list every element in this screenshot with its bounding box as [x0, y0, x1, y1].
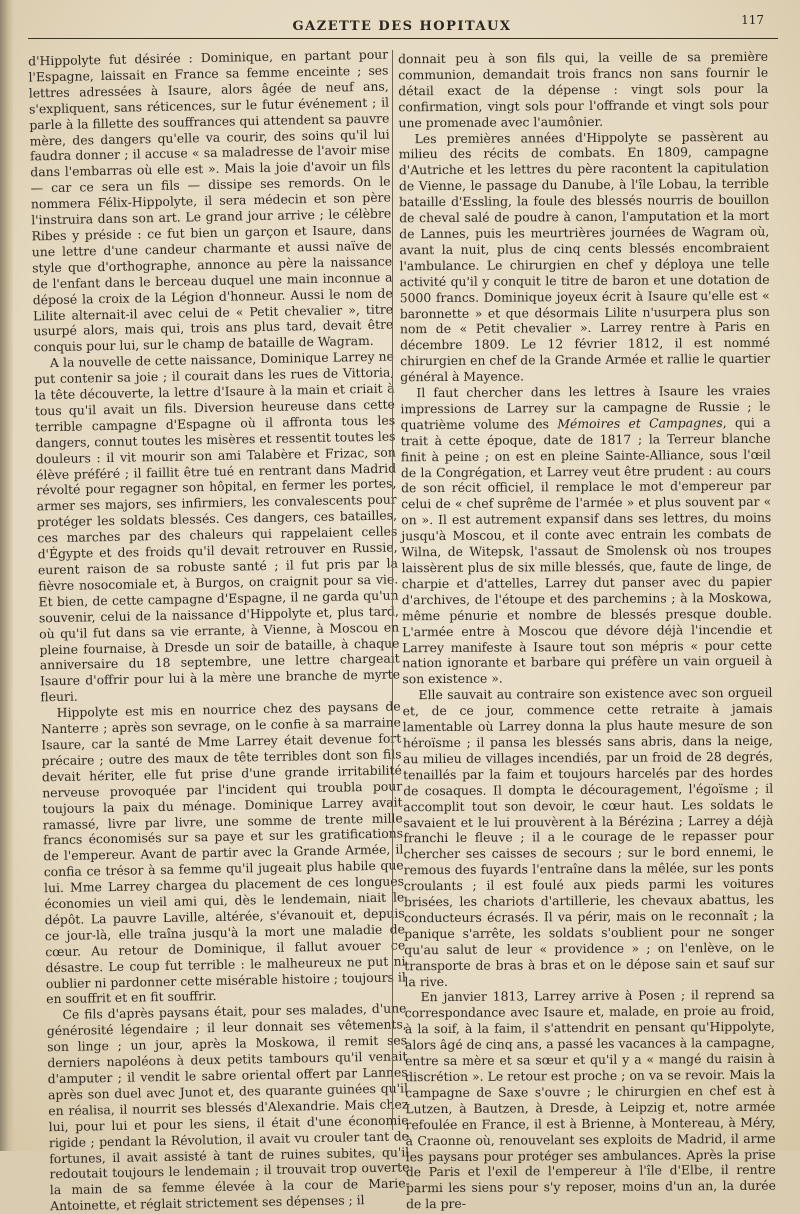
paragraph-text: Il faut chercher dans les lettres à Isaure les vraies impressions de Larrey sur la campagne de Russie ; le quatrième volume des — [400, 382, 771, 433]
paragraph: d'Hippolyte fut désirée : Dominique, en partant pour l'Espagne, laissait en France sa femme enceinte ; ses lettres adressées à Isaure, alors âgée de neuf ans, s'expliquent, sans réticences, sur le futur événement ; il parle à la fillette des souffrances qui attendent sa pauvre mère, des dangers qu'elle va courir, des soins qu'il lui faudra donner ; il accuse « sa maladresse de l'avoir mise dans l'embarras où elle est ». Mais la joie d'avoir un fils — car ce sera un fils — dissipe ses remords. On le nommera Félix-Hippolyte, il sera médecin et son père l'instruira dans son art. Le grand jour arrive ; le célèbre Ribes y préside : ce fut bien un garçon et Isaure, dans une lettre d'une candeur charmante et aussi naïve de style que d'orthographe, annonce au père la naissance de l'enfant dans le berceau duquel une main inconnue a déposé la croix de la Légion d'honneur. Aussi le nom de Lilite alternait-il avec celui de « Petit chevalier », titre usurpé alors, mais qui, trois ans plus tard, devait être conquis pour lui, sur le champ de bataille de Wagram. — [28, 46, 394, 355]
paragraph: Les premières années d'Hippolyte se passèrent au milieu des récits de combats. En 1809, campagne d'Autriche et les lettres du père racontent la capitulation de Vienne, le passage du Danube, à l'île Lobau, la terrible bataille d'Essling, la foule des blessés nourris de bouillon de cheval salé de poudre à canon, l'amputation et la mort de Lannes, puis les meurtrières journées de Wagram où, avant la nuit, plus de cinq cents blessés encombraient l'ambulance. Le chirurgien en chef y déploya une telle activité qu'il y conquit le titre de baron et une dotation de 5000 francs. Dominique joyeux écrit à Isaure qu'elle est « baronnette » et que désormais Lilite n'usurpera plus son nom de « Petit chevalier ». Larrey rentre à Paris en décembre 1809. Le 12 février 1812, il est nommé chirurgien en chef de la Grande Armée et rallie le quartier général à Mayence. — [398, 128, 771, 385]
paragraph: En janvier 1813, Larrey arrive à Posen ; il reprend sa correspondance avec Isaure et, malade, en proie au froid, à la soif, à la faim, il s'attendrit en pensant qu'Hippolyte, alors âgé de cinq ans, a passé les vacances à la campagne, entre sa mère et sa sœur et qu'il y a « mangé du raisin à discrétion ». Le retour est proche ; on va se revoir. Mais la campagne de Saxe s'ouvre ; le chirurgien en chef est à Lutzen, à Bautzen, à Dresde, à Leipzig et, notre armée refoulée en France, il est à Brienne, à Montereau, à Méry, à Craonne où, renouvelant ses exploits de Madrid, il arme les paysans pour protéger ses ambulances. Après la prise de Paris et l'exil de l'empereur à l'île d'Elbe, il rentre parmi les siens pour s'y reposer, moins d'un an, la durée de la pre- — [404, 987, 776, 1212]
page-number: 117 — [741, 13, 764, 27]
page-binding-shadow — [0, 0, 14, 1151]
paragraph: A la nouvelle de cette naissance, Dominique Larrey ne put contenir sa joie ; il courait dans les rues de Vittoria, la tête découverte, la lettre d'Isaure à la main et criait à tous qu'il avait un fils. Diversion heureuse dans cette terrible campagne d'Espagne où il affronta tous les dangers, connut toutes les misères et ressentit toutes les douleurs : il vit mourir son ami Talabère et Frizac, son élève préféré ; il faillit être tué en rentrant dans Madrid révolté pour regagner son hôpital, en fermer les portes, armer ses majors, ses infirmiers, les convalescents pour protéger les soldats blessés. Ces dangers, ces batailles, ces marches par des chaleurs qui rappelaient celles d'Égypte et des froids qu'il devait retrouver en Russie, eurent raison de sa robuste santé ; il fut pris par la fièvre nosocomiale et, à Burgos, on craignit pour sa vie. Et bien, de cette campagne d'Espagne, il ne garda qu'un souvenir, celui de la naissance d'Hippolyte et, plus tard, où qu'il fut dans sa vie errante, à Vienne, à Moscou en pleine fournaise, à Dresde un soir de bataille, à chaque anniversaire du 18 septembre, une lettre chargeait Isaure d'offrir pour lui à la mère une branche de myrte fleuri. — [34, 348, 401, 705]
paragraph-text: , qui a trait à cette époque, date de 1817 ; la Terreur blanche finit à peine ; on est en pleine Sainte-Alliance, sous l'œil de la Congrégation, et Larrey veut être prudent : au cours de son récit officiel, il remplace le mot d'empereur par celui de « chef suprême de l'armée » et plus souvent par « on ». Il est autrement expansif dans ses lettres, du moins jusqu'à Moscou, et il conte avec entrain les combats de Wilna, de Witepsk, l'assaut de Smolensk où nos troupes laissèrent plus de six mille blessés, que, faute de linge, de charpie et d'attelles, Larrey dut panser avec du papier d'archives, de l'étoupe et des parchemins ; à la Moskowa, même pénurie et nombre de blessés presque double. L'armée entre à Moscou que dévore déjà l'incendie et Larrey manifeste à Isaure tout son mépris « pour cette nation ignorante et barbare qui préfère un vain orgueil à son existence ». — [400, 414, 773, 687]
paragraph: Elle sauvait au contraire son existence avec son orgueil et, de ce jour, commence cette retraite à jamais lamentable où Larrey donna la plus haute mesure de son héroïsme ; il pansa les blessés sans abris, dans la neige, au milieu de villages incendiés, par un froid de 28 degrés, tenaillés par la faim et toujours harcelés par des hordes de cosaques. Il dompta le découragement, l'égoïsme ; il accomplit tout son devoir, le cœur haut. Les soldats le savaient et le lui prouvèrent à la Bérézina ; Larrey a déjà franchi le fleuve ; il a le courage de le repasser pour chercher ses caisses de secours ; sur le bord ennemi, le remous des fuyards l'entraîne dans la mêlée, sur les ponts croulants ; il est foulé aux pieds parmi les voitures brisées, les chariots d'artillerie, les chevaux abattus, les conducteurs écrasés. Il va périr, mais on le reconnaît ; la panique s'arrête, les soldats s'oublient pour ne songer qu'au salut de leur « providence » ; on l'enlève, on le transporte de bras à bras et on le dépose sain et sauf sur la rive. — [402, 684, 775, 989]
left-column — [28, 46, 410, 1214]
paragraph — [400, 383, 772, 688]
header-rule — [28, 38, 778, 39]
paragraph: Hippolyte est mis en nourrice chez des paysans de Nanterre ; après son sevrage, on le confie à sa marraine Isaure, car la santé de Mme Larrey était devenue fort précaire ; outre des maux de tête terribles dont son fils devait hériter, elle fut prise d'une grande irritabilité nerveuse provoquée par l'incident qui troubla pour toujours la paix du ménage. Dominique Larrey avait ramassé, livre par livre, une somme de trente mille francs économisés sur sa paye et sur les gratifications de l'empereur. Avant de partir avec la Grande Armée, il confia ce trésor à sa femme qu'il jugeait plus habile que lui. Mme Larrey chargea du placement de ces longues économies un vieil ami qui, dès le lendemain, niait le dépôt. La pauvre Laville, altérée, s'évanouit et, depuis ce jour-là, elle traîna jusqu'à la mort une maladie de cœur. Au retour de Dominique, il fallut avouer ce désastre. Le coup fut terrible : le malheureux ne put ni oublier ni pardonner cette misérable histoire ; toujours il en souffrit et en fit souffrir. — [40, 698, 406, 1007]
column-divider — [392, 50, 393, 1130]
book-title: Mémoires et Campagnes — [557, 414, 723, 432]
paragraph: donnait peu à son fils qui, la veille de sa première communion, demandait trois francs non sans fournir le détail exact de la dépense : vingt sols pour la confirmation, vingt sols pour l'offrande et vingt sols pour une promenade avec l'aumônier. — [398, 48, 769, 130]
paragraph: Ce fils d'après paysans était, pour ses malades, d'une générosité légendaire ; il leur donnait ses vêtements, son linge ; un jour, après la Moskowa, il remit ses derniers napoléons à deux petits tambours qu'il venait d'amputer ; il vendit le sabre oriental offert par Lannes après son duel avec Junot et, des quarante guinées qu'il en réalisa, il nourrit ses blessés d'Alexandrie. Mais chez lui, pour lui et pour les siens, il était d'une économie rigide ; pendant la Révolution, il avait vu crouler tant de fortunes, il avait assisté à tant de ruines subites, qu'il redoutait toujours le lendemain ; il trouvait trop ouverte la main de sa femme élevée à la cour de Marie-Antoinette, et réglait strictement ses dépenses ; il — [46, 1000, 410, 1214]
publication-title: GAZETTE DES HOPITAUX — [292, 19, 512, 34]
right-column — [398, 48, 776, 1212]
